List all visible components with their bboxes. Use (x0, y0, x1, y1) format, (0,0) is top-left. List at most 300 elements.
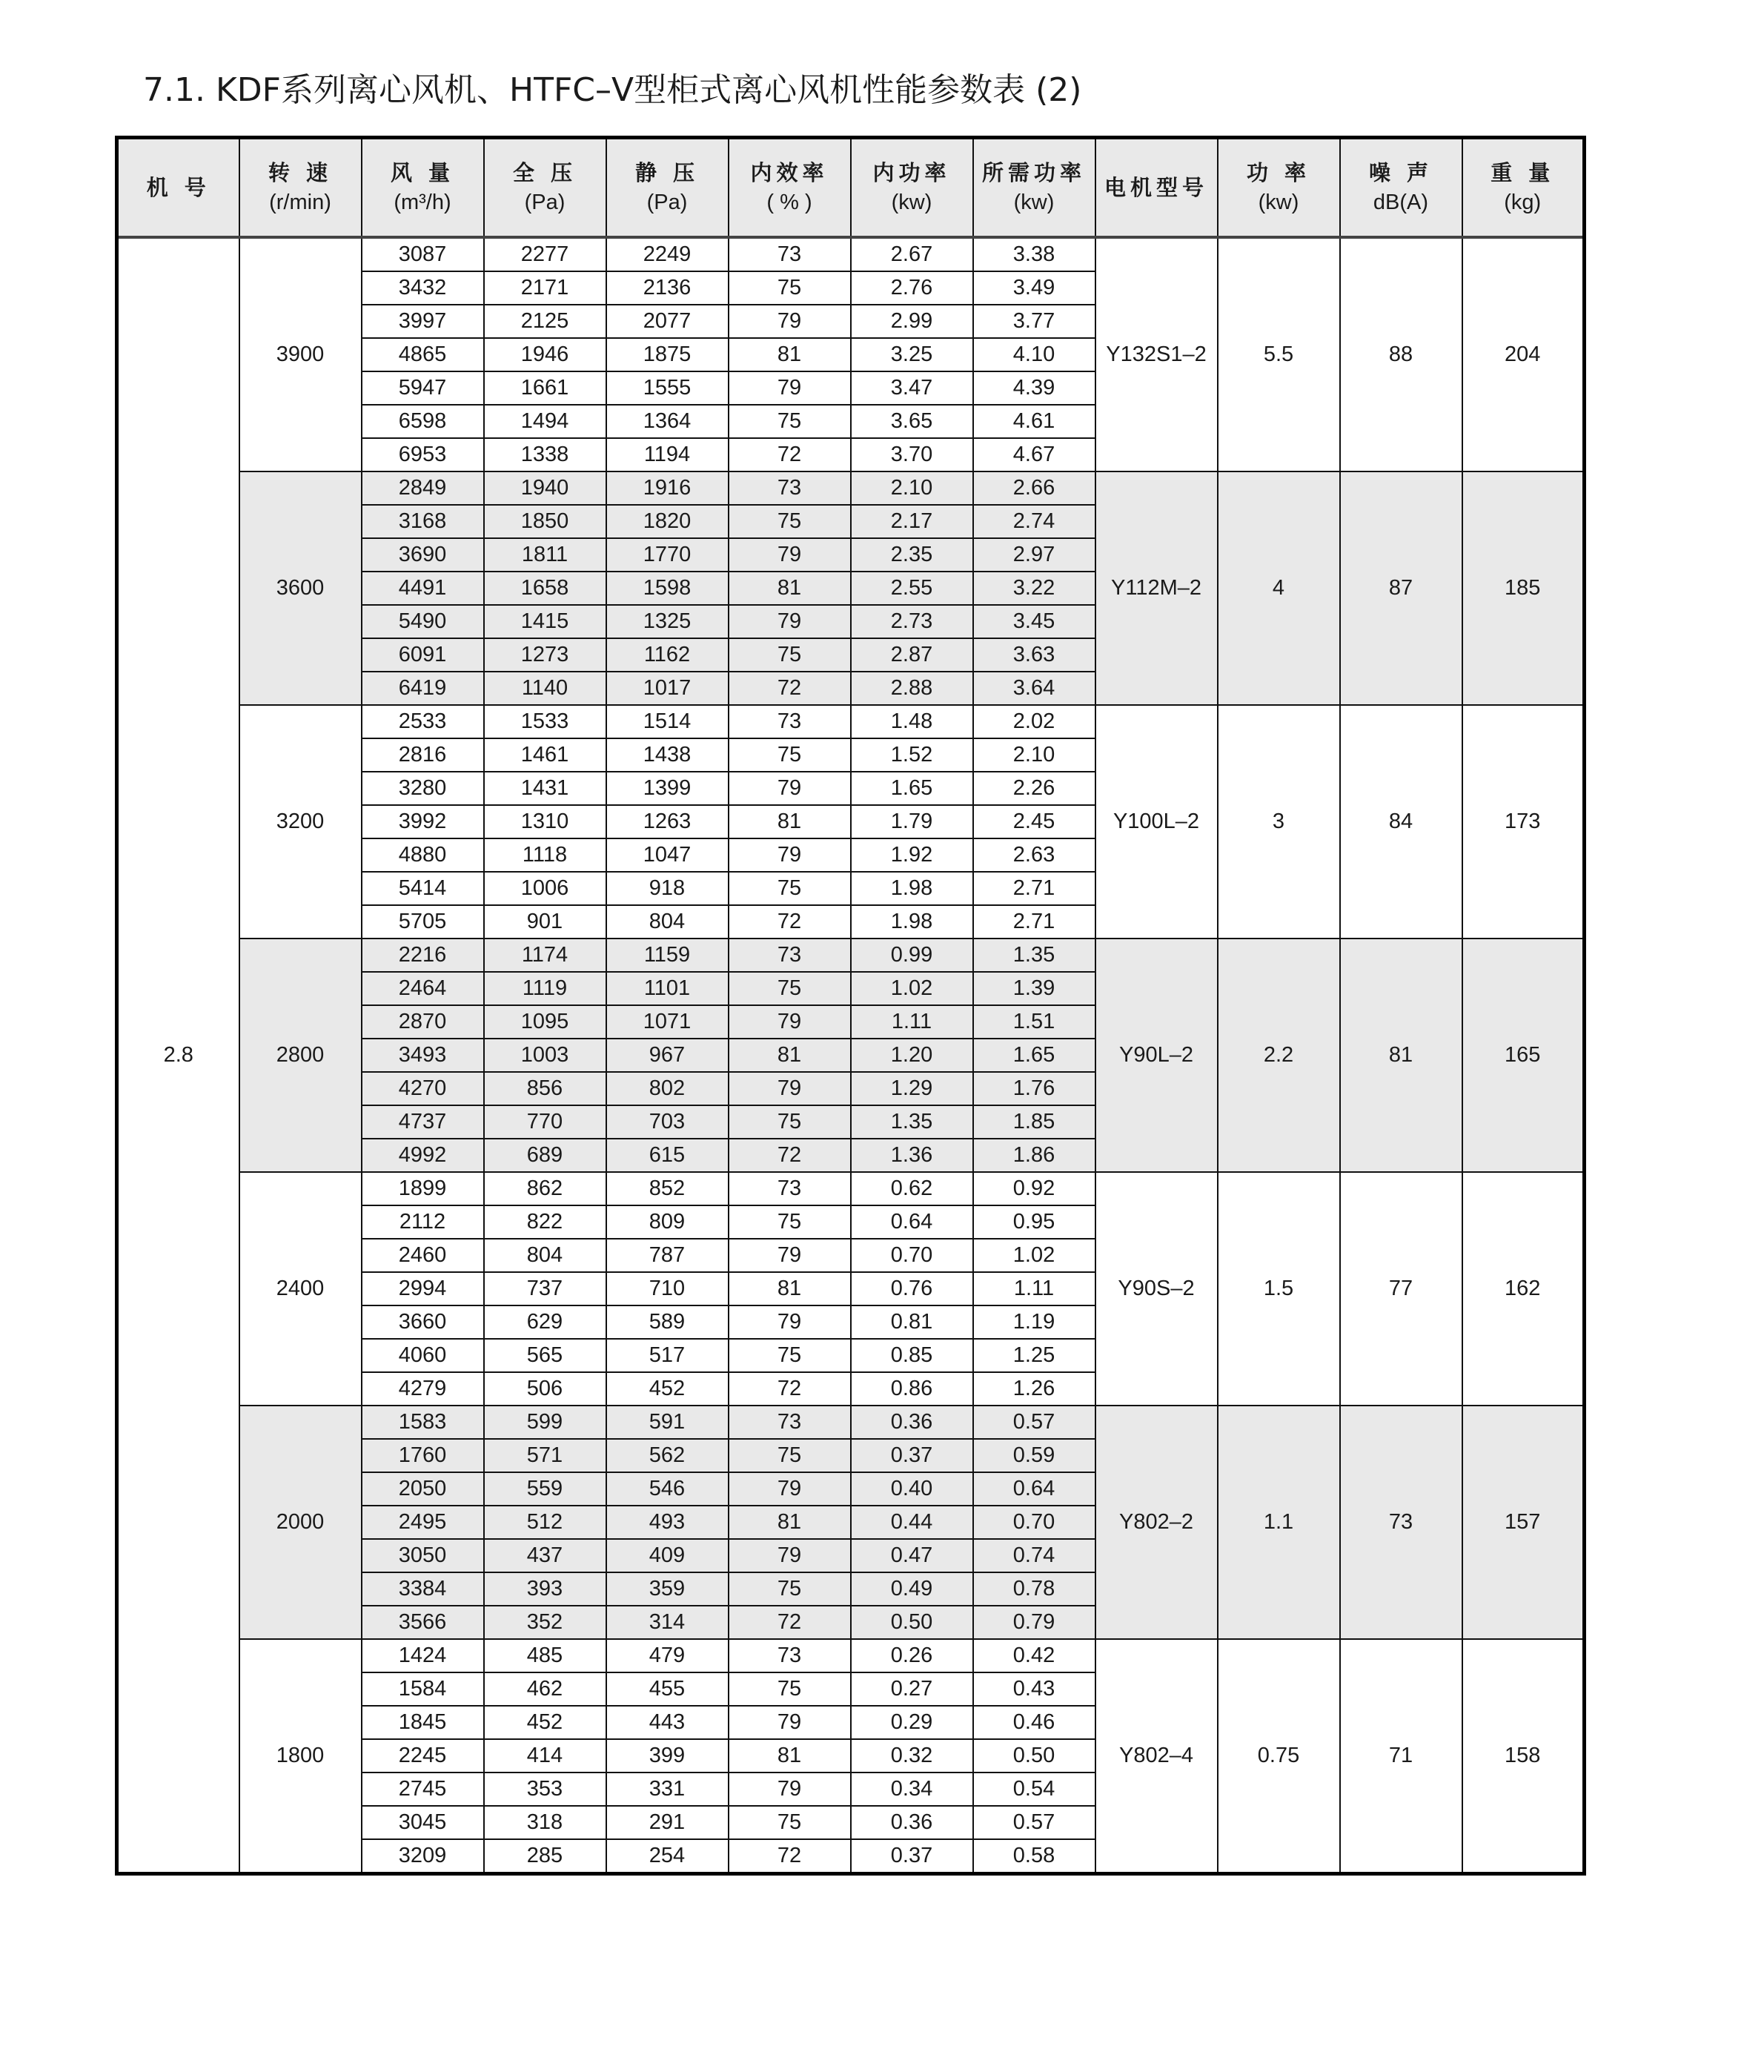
air-volume-cell: 2112 (362, 1205, 484, 1239)
required-power-cell: 3.63 (973, 638, 1095, 672)
required-power-cell: 4.10 (973, 338, 1095, 371)
required-power-cell: 1.76 (973, 1072, 1095, 1105)
internal-efficiency-cell: 79 (729, 371, 851, 405)
required-power-cell: 0.54 (973, 1773, 1095, 1806)
required-power-cell: 0.79 (973, 1606, 1095, 1639)
total-pressure-cell: 770 (484, 1105, 606, 1139)
static-pressure-cell: 1364 (606, 405, 729, 438)
table-row (117, 237, 1585, 271)
header-label: 静 压 (634, 160, 700, 185)
internal-power-cell: 0.70 (851, 1239, 973, 1272)
internal-efficiency-cell: 75 (729, 738, 851, 772)
speed-cell: 2400 (239, 1172, 362, 1406)
header-label: 重 量 (1491, 160, 1555, 185)
total-pressure-cell: 353 (484, 1773, 606, 1806)
air-volume-cell: 1899 (362, 1172, 484, 1205)
header-label: 功 率 (1246, 160, 1311, 185)
weight-cell: 157 (1462, 1406, 1585, 1639)
required-power-cell: 2.63 (973, 838, 1095, 872)
internal-efficiency-cell: 79 (729, 305, 851, 338)
motor-model-cell: Y100L–2 (1095, 705, 1218, 939)
page-title: 7.1. KDF系列离心风机、HTFC–V型柜式离心风机性能参数表 (2) (143, 71, 1082, 109)
total-pressure-cell: 2125 (484, 305, 606, 338)
air-volume-cell: 4491 (362, 572, 484, 605)
internal-power-cell: 3.70 (851, 438, 973, 471)
static-pressure-cell: 1875 (606, 338, 729, 371)
table-row (117, 471, 1585, 505)
motor-power-cell: 1.5 (1218, 1172, 1340, 1406)
internal-power-cell: 0.99 (851, 939, 973, 972)
total-pressure-cell: 565 (484, 1339, 606, 1372)
internal-efficiency-cell: 73 (729, 237, 851, 271)
header-unit: (r/min) (269, 191, 331, 214)
static-pressure-cell: 517 (606, 1339, 729, 1372)
air-volume-cell: 2216 (362, 939, 484, 972)
total-pressure-cell: 1310 (484, 805, 606, 838)
internal-power-cell: 1.36 (851, 1139, 973, 1172)
header-unit: (Pa) (524, 191, 566, 214)
air-volume-cell: 6419 (362, 672, 484, 705)
total-pressure-cell: 1095 (484, 1005, 606, 1039)
internal-efficiency-cell: 72 (729, 1839, 851, 1874)
internal-power-cell: 0.32 (851, 1739, 973, 1773)
internal-power-cell: 1.92 (851, 838, 973, 872)
air-volume-cell: 2245 (362, 1739, 484, 1773)
internal-efficiency-cell: 79 (729, 605, 851, 638)
required-power-cell: 4.67 (973, 438, 1095, 471)
internal-power-cell: 0.27 (851, 1672, 973, 1706)
internal-power-cell: 0.44 (851, 1506, 973, 1539)
total-pressure-cell: 1946 (484, 338, 606, 371)
static-pressure-cell: 1101 (606, 972, 729, 1005)
internal-efficiency-cell: 73 (729, 1406, 851, 1439)
internal-efficiency-cell: 73 (729, 471, 851, 505)
required-power-cell: 0.78 (973, 1572, 1095, 1606)
header-label: 机 号 (146, 175, 210, 200)
motor-model-cell: Y112M–2 (1095, 471, 1218, 705)
total-pressure-cell: 352 (484, 1606, 606, 1639)
air-volume-cell: 3566 (362, 1606, 484, 1639)
header-label: 噪 声 (1368, 160, 1433, 185)
internal-efficiency-cell: 81 (729, 338, 851, 371)
performance-table (115, 136, 1586, 1876)
noise-cell: 88 (1340, 237, 1462, 471)
static-pressure-cell: 703 (606, 1105, 729, 1139)
total-pressure-cell: 856 (484, 1072, 606, 1105)
header-row (117, 138, 1585, 238)
static-pressure-cell: 918 (606, 872, 729, 905)
internal-power-cell: 0.37 (851, 1439, 973, 1472)
required-power-cell: 3.22 (973, 572, 1095, 605)
internal-efficiency-cell: 75 (729, 1105, 851, 1139)
required-power-cell: 3.49 (973, 271, 1095, 305)
total-pressure-cell: 901 (484, 905, 606, 939)
total-pressure-cell: 1006 (484, 872, 606, 905)
total-pressure-cell: 1273 (484, 638, 606, 672)
static-pressure-cell: 1159 (606, 939, 729, 972)
static-pressure-cell: 1325 (606, 605, 729, 638)
internal-efficiency-cell: 79 (729, 838, 851, 872)
static-pressure-cell: 1194 (606, 438, 729, 471)
total-pressure-cell: 1533 (484, 705, 606, 738)
total-pressure-cell: 737 (484, 1272, 606, 1305)
internal-efficiency-cell: 79 (729, 1005, 851, 1039)
static-pressure-cell: 589 (606, 1305, 729, 1339)
internal-power-cell: 3.65 (851, 405, 973, 438)
noise-cell: 73 (1340, 1406, 1462, 1639)
air-volume-cell: 5414 (362, 872, 484, 905)
internal-power-cell: 1.65 (851, 772, 973, 805)
required-power-cell: 1.51 (973, 1005, 1095, 1039)
noise-cell: 84 (1340, 705, 1462, 939)
internal-efficiency-cell: 79 (729, 1773, 851, 1806)
static-pressure-cell: 1047 (606, 838, 729, 872)
total-pressure-cell: 1850 (484, 505, 606, 538)
static-pressure-cell: 399 (606, 1739, 729, 1773)
air-volume-cell: 1845 (362, 1706, 484, 1739)
required-power-cell: 3.64 (973, 672, 1095, 705)
static-pressure-cell: 967 (606, 1039, 729, 1072)
internal-efficiency-cell: 79 (729, 1305, 851, 1339)
motor-power-cell: 0.75 (1218, 1639, 1340, 1874)
internal-power-cell: 0.50 (851, 1606, 973, 1639)
static-pressure-cell: 852 (606, 1172, 729, 1205)
internal-efficiency-cell: 73 (729, 1639, 851, 1672)
total-pressure-cell: 1119 (484, 972, 606, 1005)
internal-efficiency-cell: 72 (729, 1606, 851, 1639)
air-volume-cell: 6091 (362, 638, 484, 672)
required-power-cell: 0.70 (973, 1506, 1095, 1539)
static-pressure-cell: 291 (606, 1806, 729, 1839)
air-volume-cell: 3997 (362, 305, 484, 338)
internal-power-cell: 0.26 (851, 1639, 973, 1672)
static-pressure-cell: 1017 (606, 672, 729, 705)
air-volume-cell: 2870 (362, 1005, 484, 1039)
header-machine-no (117, 138, 239, 238)
static-pressure-cell: 1162 (606, 638, 729, 672)
static-pressure-cell: 1770 (606, 538, 729, 572)
internal-efficiency-cell: 72 (729, 672, 851, 705)
required-power-cell: 2.02 (973, 705, 1095, 738)
static-pressure-cell: 359 (606, 1572, 729, 1606)
required-power-cell: 1.25 (973, 1339, 1095, 1372)
air-volume-cell: 3432 (362, 271, 484, 305)
total-pressure-cell: 506 (484, 1372, 606, 1406)
total-pressure-cell: 1415 (484, 605, 606, 638)
header-unit: (kw) (1013, 191, 1055, 214)
internal-efficiency-cell: 72 (729, 1139, 851, 1172)
static-pressure-cell: 591 (606, 1406, 729, 1439)
header-unit: (Pa) (646, 191, 688, 214)
speed-cell: 3600 (239, 471, 362, 705)
internal-efficiency-cell: 75 (729, 1205, 851, 1239)
air-volume-cell: 2533 (362, 705, 484, 738)
speed-cell: 2800 (239, 939, 362, 1172)
static-pressure-cell: 452 (606, 1372, 729, 1406)
air-volume-cell: 2050 (362, 1472, 484, 1506)
header-unit: (kw) (891, 191, 932, 214)
static-pressure-cell: 1916 (606, 471, 729, 505)
total-pressure-cell: 1940 (484, 471, 606, 505)
motor-model-cell: Y802–4 (1095, 1639, 1218, 1874)
required-power-cell: 3.45 (973, 605, 1095, 638)
table-header (117, 138, 1585, 238)
required-power-cell: 1.86 (973, 1139, 1095, 1172)
internal-power-cell: 3.47 (851, 371, 973, 405)
static-pressure-cell: 493 (606, 1506, 729, 1539)
total-pressure-cell: 559 (484, 1472, 606, 1506)
internal-power-cell: 0.36 (851, 1406, 973, 1439)
air-volume-cell: 4880 (362, 838, 484, 872)
header-internal-power (851, 138, 973, 238)
internal-power-cell: 0.49 (851, 1572, 973, 1606)
noise-cell: 87 (1340, 471, 1462, 705)
required-power-cell: 2.66 (973, 471, 1095, 505)
total-pressure-cell: 1494 (484, 405, 606, 438)
table-body (117, 237, 1585, 1874)
required-power-cell: 2.74 (973, 505, 1095, 538)
internal-efficiency-cell: 79 (729, 1472, 851, 1506)
internal-power-cell: 0.34 (851, 1773, 973, 1806)
static-pressure-cell: 804 (606, 905, 729, 939)
required-power-cell: 3.77 (973, 305, 1095, 338)
header-unit: ( % ) (766, 191, 812, 214)
total-pressure-cell: 1811 (484, 538, 606, 572)
static-pressure-cell: 2077 (606, 305, 729, 338)
total-pressure-cell: 1431 (484, 772, 606, 805)
air-volume-cell: 3168 (362, 505, 484, 538)
internal-power-cell: 2.99 (851, 305, 973, 338)
air-volume-cell: 4060 (362, 1339, 484, 1372)
internal-power-cell: 1.48 (851, 705, 973, 738)
total-pressure-cell: 689 (484, 1139, 606, 1172)
internal-efficiency-cell: 79 (729, 1539, 851, 1572)
internal-efficiency-cell: 81 (729, 572, 851, 605)
internal-power-cell: 1.11 (851, 1005, 973, 1039)
table-row (117, 705, 1585, 738)
header-internal-efficiency (729, 138, 851, 238)
internal-efficiency-cell: 75 (729, 1339, 851, 1372)
air-volume-cell: 2464 (362, 972, 484, 1005)
header-speed (239, 138, 362, 238)
noise-cell: 81 (1340, 939, 1462, 1172)
internal-power-cell: 2.35 (851, 538, 973, 572)
header-label: 风 量 (390, 160, 455, 185)
static-pressure-cell: 1514 (606, 705, 729, 738)
weight-cell: 204 (1462, 237, 1585, 471)
required-power-cell: 1.26 (973, 1372, 1095, 1406)
internal-efficiency-cell: 79 (729, 538, 851, 572)
air-volume-cell: 4865 (362, 338, 484, 371)
total-pressure-cell: 318 (484, 1806, 606, 1839)
internal-power-cell: 1.52 (851, 738, 973, 772)
internal-efficiency-cell: 75 (729, 872, 851, 905)
air-volume-cell: 3087 (362, 237, 484, 271)
internal-efficiency-cell: 79 (729, 1072, 851, 1105)
noise-cell: 71 (1340, 1639, 1462, 1874)
header-unit: (kw) (1258, 191, 1299, 214)
weight-cell: 173 (1462, 705, 1585, 939)
internal-power-cell: 1.02 (851, 972, 973, 1005)
internal-power-cell: 0.36 (851, 1806, 973, 1839)
air-volume-cell: 3493 (362, 1039, 484, 1072)
static-pressure-cell: 1598 (606, 572, 729, 605)
total-pressure-cell: 393 (484, 1572, 606, 1606)
internal-efficiency-cell: 75 (729, 638, 851, 672)
static-pressure-cell: 2249 (606, 237, 729, 271)
noise-cell: 77 (1340, 1172, 1462, 1406)
air-volume-cell: 6953 (362, 438, 484, 471)
required-power-cell: 1.85 (973, 1105, 1095, 1139)
internal-efficiency-cell: 81 (729, 1039, 851, 1072)
internal-power-cell: 0.47 (851, 1539, 973, 1572)
required-power-cell: 0.59 (973, 1439, 1095, 1472)
total-pressure-cell: 599 (484, 1406, 606, 1439)
internal-power-cell: 0.40 (851, 1472, 973, 1506)
air-volume-cell: 5490 (362, 605, 484, 638)
static-pressure-cell: 809 (606, 1205, 729, 1239)
total-pressure-cell: 1003 (484, 1039, 606, 1072)
total-pressure-cell: 1174 (484, 939, 606, 972)
required-power-cell: 0.43 (973, 1672, 1095, 1706)
internal-efficiency-cell: 73 (729, 705, 851, 738)
required-power-cell: 1.19 (973, 1305, 1095, 1339)
internal-power-cell: 1.35 (851, 1105, 973, 1139)
required-power-cell: 2.71 (973, 905, 1095, 939)
air-volume-cell: 3992 (362, 805, 484, 838)
total-pressure-cell: 2277 (484, 237, 606, 271)
internal-efficiency-cell: 81 (729, 805, 851, 838)
required-power-cell: 0.57 (973, 1406, 1095, 1439)
header-unit: (m³/h) (394, 191, 451, 214)
total-pressure-cell: 285 (484, 1839, 606, 1874)
internal-efficiency-cell: 81 (729, 1272, 851, 1305)
table-row (117, 1172, 1585, 1205)
air-volume-cell: 3660 (362, 1305, 484, 1339)
required-power-cell: 0.46 (973, 1706, 1095, 1739)
total-pressure-cell: 452 (484, 1706, 606, 1739)
air-volume-cell: 2994 (362, 1272, 484, 1305)
air-volume-cell: 4737 (362, 1105, 484, 1139)
header-motor-power (1218, 138, 1340, 238)
static-pressure-cell: 479 (606, 1639, 729, 1672)
static-pressure-cell: 1263 (606, 805, 729, 838)
internal-efficiency-cell: 75 (729, 1806, 851, 1839)
internal-power-cell: 1.20 (851, 1039, 973, 1072)
air-volume-cell: 2495 (362, 1506, 484, 1539)
static-pressure-cell: 314 (606, 1606, 729, 1639)
motor-model-cell: Y90S–2 (1095, 1172, 1218, 1406)
static-pressure-cell: 455 (606, 1672, 729, 1706)
total-pressure-cell: 485 (484, 1639, 606, 1672)
required-power-cell: 2.45 (973, 805, 1095, 838)
required-power-cell: 0.50 (973, 1739, 1095, 1773)
internal-efficiency-cell: 81 (729, 1506, 851, 1539)
required-power-cell: 0.74 (973, 1539, 1095, 1572)
internal-power-cell: 0.37 (851, 1839, 973, 1874)
total-pressure-cell: 1118 (484, 838, 606, 872)
air-volume-cell: 4270 (362, 1072, 484, 1105)
table-row (117, 1406, 1585, 1439)
header-label: 转 速 (268, 160, 333, 185)
static-pressure-cell: 615 (606, 1139, 729, 1172)
internal-power-cell: 1.98 (851, 905, 973, 939)
motor-power-cell: 3 (1218, 705, 1340, 939)
motor-power-cell: 2.2 (1218, 939, 1340, 1172)
required-power-cell: 2.10 (973, 738, 1095, 772)
internal-power-cell: 0.62 (851, 1172, 973, 1205)
machine-no-cell: 2.8 (117, 237, 239, 1874)
header-label: 所需功率 (981, 160, 1086, 185)
internal-efficiency-cell: 73 (729, 1172, 851, 1205)
air-volume-cell: 3690 (362, 538, 484, 572)
internal-efficiency-cell: 75 (729, 972, 851, 1005)
static-pressure-cell: 254 (606, 1839, 729, 1874)
internal-efficiency-cell: 72 (729, 438, 851, 471)
header-required-power (973, 138, 1095, 238)
internal-efficiency-cell: 72 (729, 1372, 851, 1406)
required-power-cell: 1.11 (973, 1272, 1095, 1305)
static-pressure-cell: 409 (606, 1539, 729, 1572)
header-noise (1340, 138, 1462, 238)
internal-power-cell: 1.79 (851, 805, 973, 838)
required-power-cell: 1.35 (973, 939, 1095, 972)
required-power-cell: 2.26 (973, 772, 1095, 805)
air-volume-cell: 3045 (362, 1806, 484, 1839)
internal-power-cell: 0.86 (851, 1372, 973, 1406)
air-volume-cell: 2816 (362, 738, 484, 772)
static-pressure-cell: 1399 (606, 772, 729, 805)
table-row (117, 939, 1585, 972)
speed-cell: 3900 (239, 237, 362, 471)
total-pressure-cell: 804 (484, 1239, 606, 1272)
static-pressure-cell: 2136 (606, 271, 729, 305)
header-motor-model (1095, 138, 1218, 238)
total-pressure-cell: 1661 (484, 371, 606, 405)
static-pressure-cell: 331 (606, 1773, 729, 1806)
total-pressure-cell: 822 (484, 1205, 606, 1239)
total-pressure-cell: 512 (484, 1506, 606, 1539)
air-volume-cell: 3209 (362, 1839, 484, 1874)
required-power-cell: 4.61 (973, 405, 1095, 438)
required-power-cell: 1.02 (973, 1239, 1095, 1272)
internal-efficiency-cell: 75 (729, 505, 851, 538)
air-volume-cell: 5947 (362, 371, 484, 405)
internal-efficiency-cell: 72 (729, 905, 851, 939)
total-pressure-cell: 414 (484, 1739, 606, 1773)
static-pressure-cell: 802 (606, 1072, 729, 1105)
header-unit: (kg) (1504, 191, 1542, 214)
air-volume-cell: 1584 (362, 1672, 484, 1706)
total-pressure-cell: 862 (484, 1172, 606, 1205)
motor-power-cell: 4 (1218, 471, 1340, 705)
internal-efficiency-cell: 79 (729, 1706, 851, 1739)
total-pressure-cell: 1140 (484, 672, 606, 705)
internal-power-cell: 0.85 (851, 1339, 973, 1372)
internal-power-cell: 1.98 (851, 872, 973, 905)
header-weight (1462, 138, 1585, 238)
static-pressure-cell: 562 (606, 1439, 729, 1472)
air-volume-cell: 2849 (362, 471, 484, 505)
total-pressure-cell: 462 (484, 1672, 606, 1706)
total-pressure-cell: 1338 (484, 438, 606, 471)
total-pressure-cell: 1658 (484, 572, 606, 605)
table-row (117, 1639, 1585, 1672)
static-pressure-cell: 546 (606, 1472, 729, 1506)
total-pressure-cell: 2171 (484, 271, 606, 305)
internal-power-cell: 0.29 (851, 1706, 973, 1739)
air-volume-cell: 3050 (362, 1539, 484, 1572)
